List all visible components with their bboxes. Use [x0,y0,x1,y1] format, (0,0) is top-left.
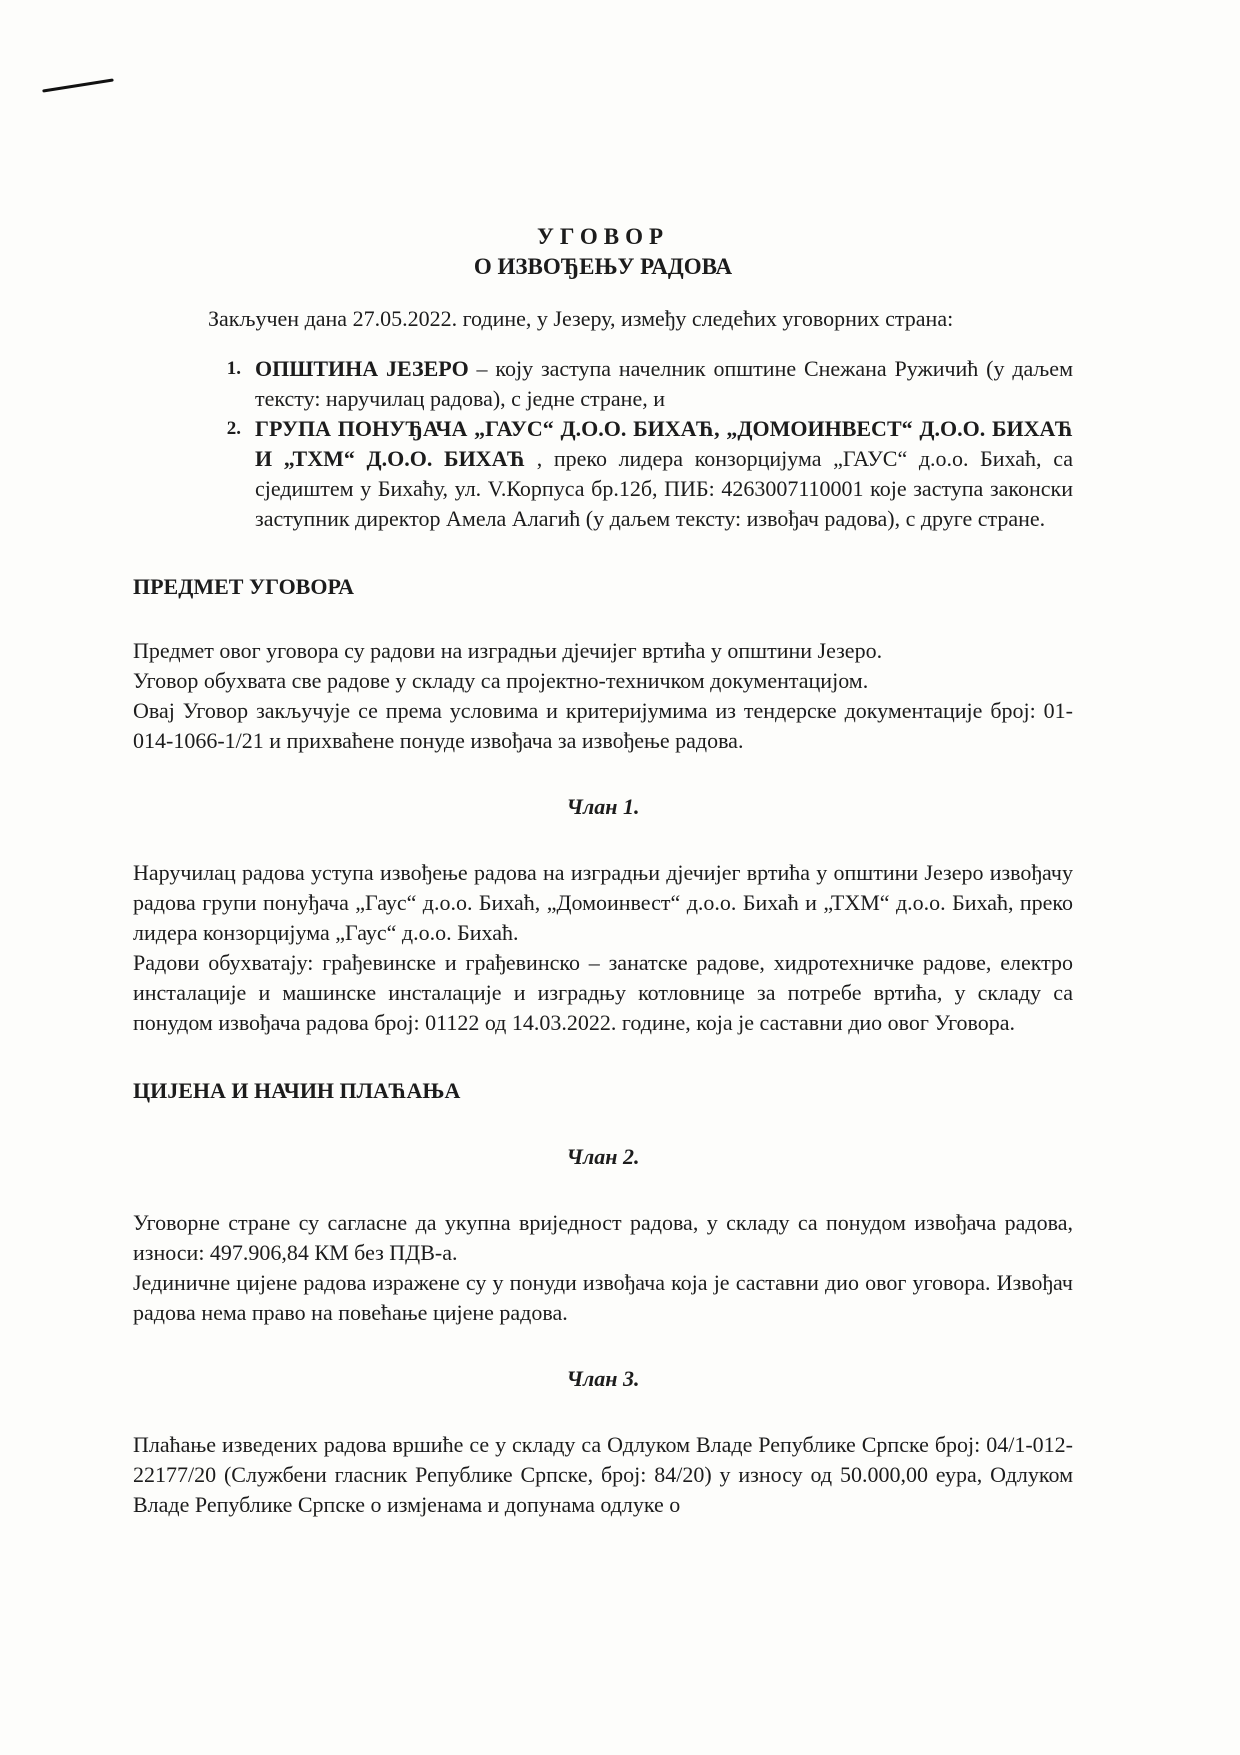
article-2-label: Члан 2. [566,1144,640,1169]
article-3-paragraph: Плаћање изведених радова вршиће се у складу са Одлуком Владе Републике Српске број: 04/1-012-22177/20 (Службени гласник Републике Српске, број: 84/20) у износу од 50.000,00 еура, Одлуком Владе Републике Српске о измјенама и допунама одлуке о [133,1432,1073,1517]
article-1-paragraph: Наручилац радова уступа извођење радова на изградњи дјечијег вртића у општини Језеро извођачу радова групи понуђача „Гаус“ д.о.о. Бихаћ, „Домоинвест“ д.о.о. Бихаћ и „ТХМ“ д.о.о. Бихаћ, преко лидера конзорцијума „Гаус“ д.о.о. Бихаћ. [133,860,1073,945]
article-2-paragraph: Уговорне стране су сагласне да укупна вриједност радова, у складу са понудом извођача радова, износи: 497.906,84 КМ без ПДВ-а. [133,1210,1073,1265]
article-3-label: Члан 3. [566,1366,640,1391]
subject-paragraph [133,636,1073,756]
party-number: 1. [226,358,241,379]
document-subtitle: О ИЗВОЂЕЊУ РАДОВА [473,254,733,279]
section-heading-price: ЦИЈЕНА И НАЧИН ПЛАЋАЊА [133,1078,461,1103]
pen-mark [42,78,114,92]
party-description: , преко лидера конзорцијума „ГАУС“ д.о.о. Бихаћ, са сједиштем у Бихаћу, ул. V.Корпуса бр.12б, ПИБ: 4263007110001 које заступа законски заступник директор Амела Алагић (у даљем тексту: извођач радова), с друге стране. [255,446,1073,531]
subject-line: Предмет овог уговора су радови на изградњи дјечијег вртића у општини Језеро. [133,638,883,663]
subject-line: Овај Уговор закључује се према условима и критеријумима из тендерске документације број: 01-014-1066-1/21 и прихваћене понуде извођача за извођење радова. [133,698,1073,753]
article-1-paragraph: Радови обухватају: грађевинске и грађевинско – занатске радове, хидротехничке радове, електро инсталације и машинске инсталације и изградњу котловнице за потребе вртића, у складу са понудом извођача радова број: 01122 од 14.03.2022. године, која је саставни дио овог Уговора. [133,950,1073,1035]
party-text [255,354,1073,414]
article-1-label: Члан 1. [566,794,640,819]
section-heading-subject: ПРЕДМЕТ УГОВОРА [133,574,354,599]
party-item [133,354,1073,414]
document-page [133,222,1073,1520]
article-2-paragraph: Јединичне цијене радова изражене су у понуди извођача која је саставни дио овог уговора. Извођач радова нема право на повећање цијене радова. [133,1270,1073,1325]
party-number: 2. [226,418,241,439]
party-name: ОПШТИНА ЈЕЗЕРО [255,356,469,381]
subject-line: Уговор обухвата све радове у складу са пројектно-техничком документацијом. [133,668,869,693]
party-description: – коју заступа начелник општине Снежана Ружичић (у даљем тексту: наручилац радова), с једне стране, и [255,356,1073,411]
party-text [255,414,1073,534]
parties-list [133,354,1073,534]
intro-line: Закључен дана 27.05.2022. године, у Језеру, између следећих уговорних страна: [208,306,954,331]
party-name: ГРУПА ПОНУЂАЧА „ГАУС“ Д.О.О. БИХАЋ, „ДОМОИНВЕСТ“ Д.О.О. БИХАЋ И „ТХМ“ Д.О.О. БИХАЋ [255,416,1073,471]
document-title: УГОВОР [536,224,670,249]
party-item [133,414,1073,534]
